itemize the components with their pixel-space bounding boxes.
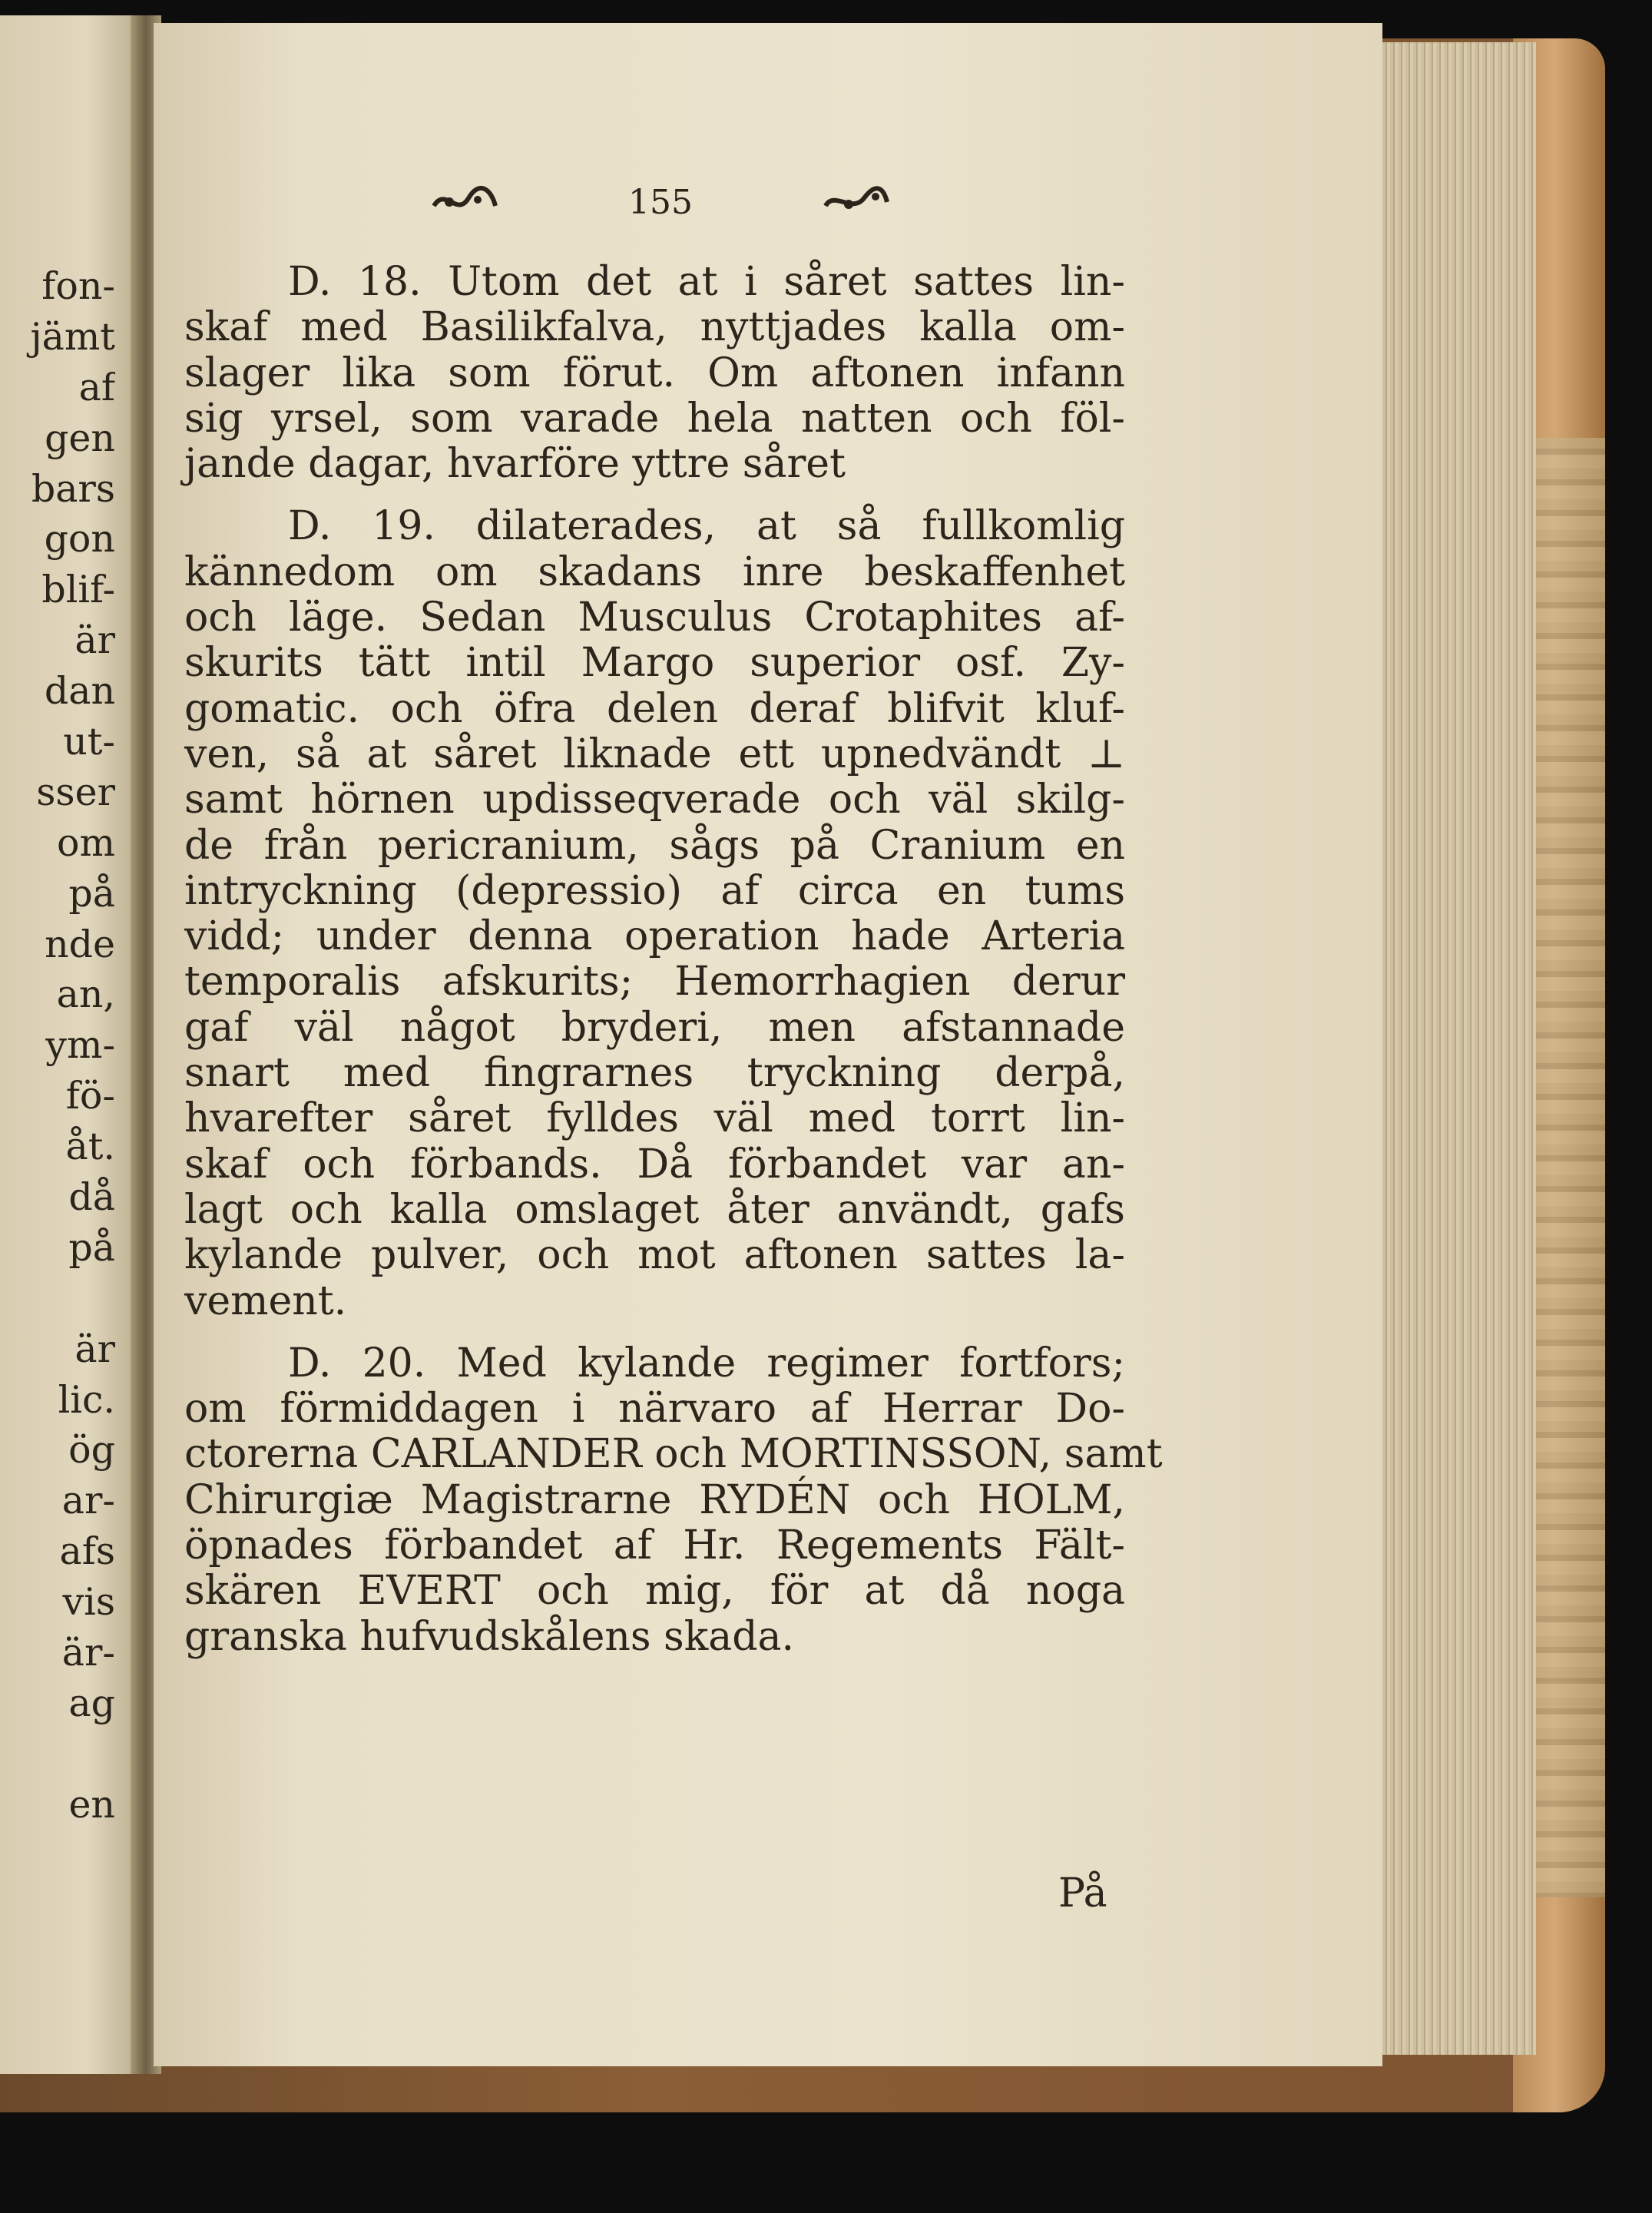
left-margin-fragment: ag (68, 1681, 115, 1725)
text-line: om förmiddagen i närvaro af Herrar Do- (184, 1386, 1125, 1433)
left-margin-fragment (0, 1274, 115, 1324)
paragraph (184, 260, 1125, 487)
text-line: gomatic. och öfra delen deraf blifvit kluf- (184, 685, 1125, 732)
page-number: 155 (628, 182, 693, 222)
left-margin-fragment: på (68, 871, 115, 916)
text-line: vidd; under denna operation hade Arteria (184, 913, 1125, 960)
text-line: snart med fingrarnes tryckning derpå, (184, 1050, 1125, 1097)
text-line: och läge. Sedan Musculus Crotaphites af- (184, 595, 1125, 641)
text-line: temporalis afskurits; Hemorrhagien derur (184, 959, 1125, 1005)
text-line: granska hufvudskålens skada. (184, 1613, 795, 1660)
page-header (430, 175, 891, 229)
text-line: lagt och kalla omslaget åter användt, gafs (184, 1186, 1125, 1233)
left-margin-fragment: är (74, 1327, 115, 1371)
text-line: de från pericranium, sågs på Cranium en (184, 822, 1125, 869)
left-ornament-icon (430, 183, 499, 221)
text-line: skurits tätt intil Margo superior osf. Zy- (184, 640, 1125, 687)
text-line: öpnades förbandet af Hr. Regements Fält- (184, 1522, 1125, 1569)
text-line: skaf med Basilikfalva, nyttjades kalla om- (184, 304, 1125, 351)
text-line: skären EVERT och mig, för at då noga (184, 1568, 1125, 1615)
left-margin-fragment: bars (31, 466, 115, 511)
left-page (0, 15, 146, 2074)
left-margin-fragment: lic. (58, 1377, 115, 1422)
left-margin-fragment: en (68, 1782, 115, 1827)
left-margin-fragment: af (78, 365, 115, 409)
text-line: intryckning (depressio) af circa en tums (184, 867, 1125, 914)
left-margin-fragment: gen (45, 416, 115, 460)
left-margin-fragment: är (74, 618, 115, 663)
left-page-text (0, 261, 115, 1830)
text-line: gaf väl något bryderi, men afstannade (184, 1004, 1125, 1051)
left-margin-fragment (0, 1729, 115, 1780)
left-margin-fragment: fö- (65, 1074, 115, 1118)
paragraph (184, 1340, 1163, 1660)
left-margin-fragment: nde (45, 922, 115, 966)
left-margin-fragment: vis (62, 1580, 115, 1625)
catchword: På (1058, 1870, 1107, 1916)
text-line: D. 18. Utom det at i såret sattes lin- (288, 259, 1125, 305)
left-margin-fragment: dan (44, 669, 115, 714)
text-line: D. 19. dilaterades, at så fullkomlig (288, 503, 1125, 550)
text-line: samt hörnen updisseqverade och väl skilg- (184, 777, 1125, 823)
paragraph (184, 504, 1125, 1323)
left-margin-fragment: ut- (63, 720, 115, 764)
left-margin-fragment: ar- (61, 1479, 115, 1523)
page-edges (1375, 42, 1536, 2055)
left-margin-fragment: åt. (65, 1125, 115, 1169)
left-margin-fragment: afs (59, 1529, 115, 1574)
left-margin-fragment: gon (44, 517, 115, 562)
left-margin-fragment: an, (56, 972, 115, 1017)
left-margin-fragment: är- (61, 1631, 115, 1675)
text-line: ven, så at såret liknade ett upnedvändt ⊥ (184, 730, 1125, 777)
text-line: slager lika som förut. Om aftonen infann (184, 350, 1125, 396)
left-margin-fragment: ym- (45, 1023, 115, 1068)
right-ornament-icon (822, 183, 891, 221)
left-margin-fragment: på (68, 1225, 115, 1270)
left-margin-fragment: sser (36, 770, 115, 814)
left-margin-fragment: då (68, 1175, 115, 1220)
left-margin-fragment: blif- (41, 568, 115, 612)
text-line: kylande pulver, och mot aftonen sattes la- (184, 1232, 1125, 1279)
left-margin-fragment: ög (68, 1428, 115, 1473)
page-body (184, 259, 1163, 1677)
left-margin-fragment: om (57, 820, 115, 865)
left-margin-fragment: jämt (30, 314, 115, 359)
text-line: kännedom om skadans inre beskaffenhet (184, 548, 1125, 595)
text-line: vement. (184, 1277, 347, 1324)
text-line: D. 20. Med kylande regimer fortfors; (288, 1340, 1125, 1386)
text-line: jande dagar, hvarföre yttre såret (184, 441, 846, 488)
text-line: sig yrsel, som varade hela natten och föl- (184, 395, 1125, 442)
text-line: ctorerna CARLANDER och MORTINSSON, samt (184, 1431, 1163, 1478)
text-line: hvarefter såret fylldes väl med torrt lin- (184, 1095, 1125, 1142)
text-line: skaf och förbands. Då förbandet var an- (184, 1141, 1125, 1188)
left-margin-fragment: fon- (41, 264, 115, 308)
text-line: Chirurgiæ Magistrarne RYDÉN och HOLM, (184, 1476, 1125, 1523)
